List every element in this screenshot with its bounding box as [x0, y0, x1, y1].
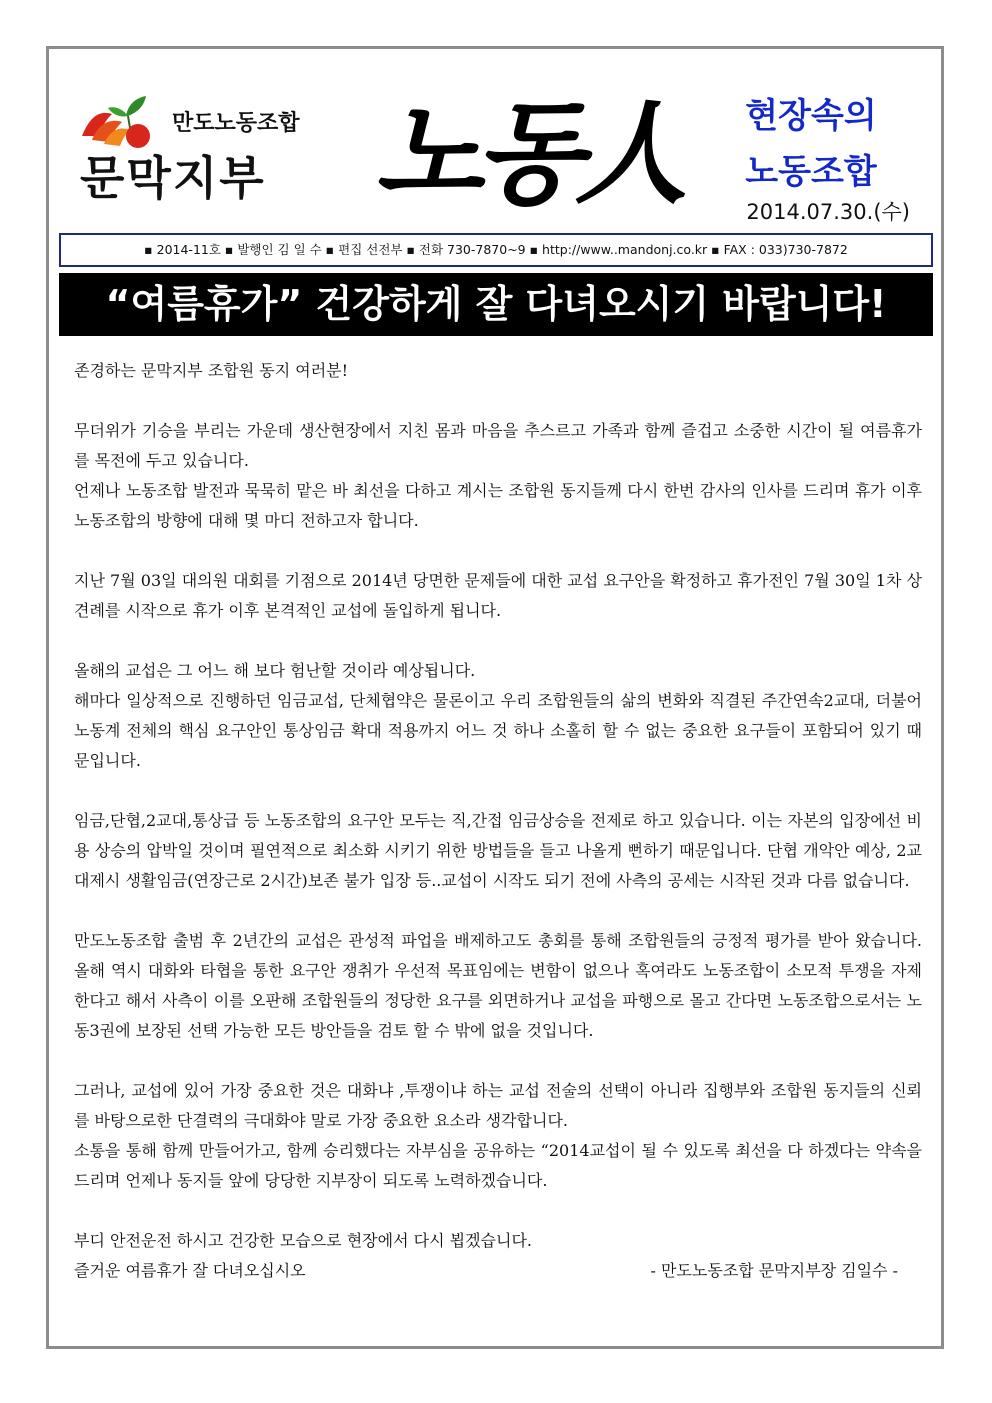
newsletter-masthead: 노동人	[374, 89, 680, 220]
tagline	[706, 88, 916, 200]
paragraph: 임금,단협,2교대,통상급 등 노동조합의 요구안 모두는 직,간접 임금상승을 전제로 하고 있습니다. 이는 자본의 입장에선 비용 상승의 압박일 것이며 필연적으로 최소화 시키기 위한 방법들을 들고 나올게 뻔하기 때문입니다. 단협 개악안 예상, 2교대제시 생활임금(연장근로 2시간)보존 불가 입장 등..교섭이 시작도 되기 전에 사측의 공세는 시작된 것과 다름 없습니다.	[74, 811, 922, 890]
publication-info-bar: ▪ 2014-11호 ▪ 발행인 김 일 수 ▪ 편집 선전부 ▪ 전화 730-7870~9 ▪ http://www..mandonj.co.kr ▪ FAX : 033)730-7872	[59, 233, 933, 267]
union-logo	[76, 86, 300, 206]
paragraph: 무더위가 기승을 부리는 가운데 생산현장에서 지친 몸과 마음을 추스르고 가족과 함께 즐겁고 소중한 시간이 될 여름휴가를 목전에 두고 있습니다.	[74, 421, 922, 470]
tagline-line-1: 현장속의	[745, 96, 877, 136]
article-body	[74, 356, 922, 1286]
paragraph: 해마다 일상적으로 진행하던 임금교섭, 단체협약은 물론이고 우리 조합원들의 삶의 변화와 직결된 주간연속2교대, 더불어 노동계 전체의 핵심 요구안인 통상임금 확대 적용까지 어느 것 하나 소홀히 할 수 없는 중요한 요구들이 포함되어 있기 때문입니다.	[74, 691, 922, 770]
issue-date: 2014.07.30.(수)	[746, 200, 910, 224]
paragraph: 만도노동조합 출범 후 2년간의 교섭은 관성적 파업을 배제하고도 총회를 통해 조합원들의 긍정적 평가를 받아 왔습니다. 올해 역시 대화와 타협을 통한 요구안 쟁취가 우선적 목표임에는 변함이 없으나 혹여라도 노동조합이 소모적 투쟁을 자제한다고 해서 사측이 이를 오판해 조합원들의 정당한 요구를 외면하거나 교섭을 파행으로 몰고 간다면 노동조합으로서는 노동3권에 보장된 선택 가능한 모든 방안들을 검토 할 수 밖에 없을 것입니다.	[74, 931, 922, 1040]
paragraph: 지난 7월 03일 대의원 대회를 기점으로 2014년 당면한 문제들에 대한 교섭 요구안을 확정하고 휴가전인 7월 30일 1차 상견례를 시작으로 휴가 이후 본격적인 교섭에 돌입하게 됩니다.	[74, 571, 922, 620]
headline: “여름휴가” 건강하게 잘 다녀오시기 바랍니다!	[59, 273, 933, 336]
logo-branch-name: 문막지부	[80, 151, 266, 205]
paragraph: 소통을 통해 함께 만들어가고, 함께 승리했다는 자부심을 공유하는 “2014교섭이 될 수 있도록 최선을 다 하겠다는 약속을 드리며 언제나 동지들 앞에 당당한 지부장이 되도록 노력하겠습니다.	[74, 1141, 922, 1190]
greeting: 존경하는 문막지부 조합원 동지 여러분!	[74, 361, 349, 380]
paragraph: 언제나 노동조합 발전과 묵묵히 맡은 바 최선을 다하고 계시는 조합원 동지들께 다시 한번 감사의 인사를 드리며 휴가 이후 노동조합의 방향에 대해 몇 마디 전하고자 합니다.	[74, 481, 922, 530]
logo-union-name: 만도노동조합	[172, 110, 300, 136]
closing-line: 부디 안전운전 하시고 건강한 모습으로 현장에서 다시 뵙겠습니다.	[74, 1231, 533, 1250]
paragraph: 그러나, 교섭에 있어 가장 중요한 것은 대화냐 ,투쟁이냐 하는 교섭 전술의 선택이 아니라 집행부와 조합원 동지들의 신뢰를 바탕으로한 단결력의 극대화야 말로 가장 중요한 요소라 생각합니다.	[74, 1081, 922, 1130]
closing-row	[74, 1256, 922, 1286]
paragraph: 올해의 교섭은 그 어느 해 보다 험난할 것이라 예상됩니다.	[74, 661, 476, 680]
signature: - 만도노동조합 문막지부장 김일수 -	[650, 1261, 898, 1280]
tagline-line-2: 노동조합	[745, 152, 877, 192]
closing-line: 즐거운 여름휴가 잘 다녀오십시오	[74, 1261, 306, 1280]
